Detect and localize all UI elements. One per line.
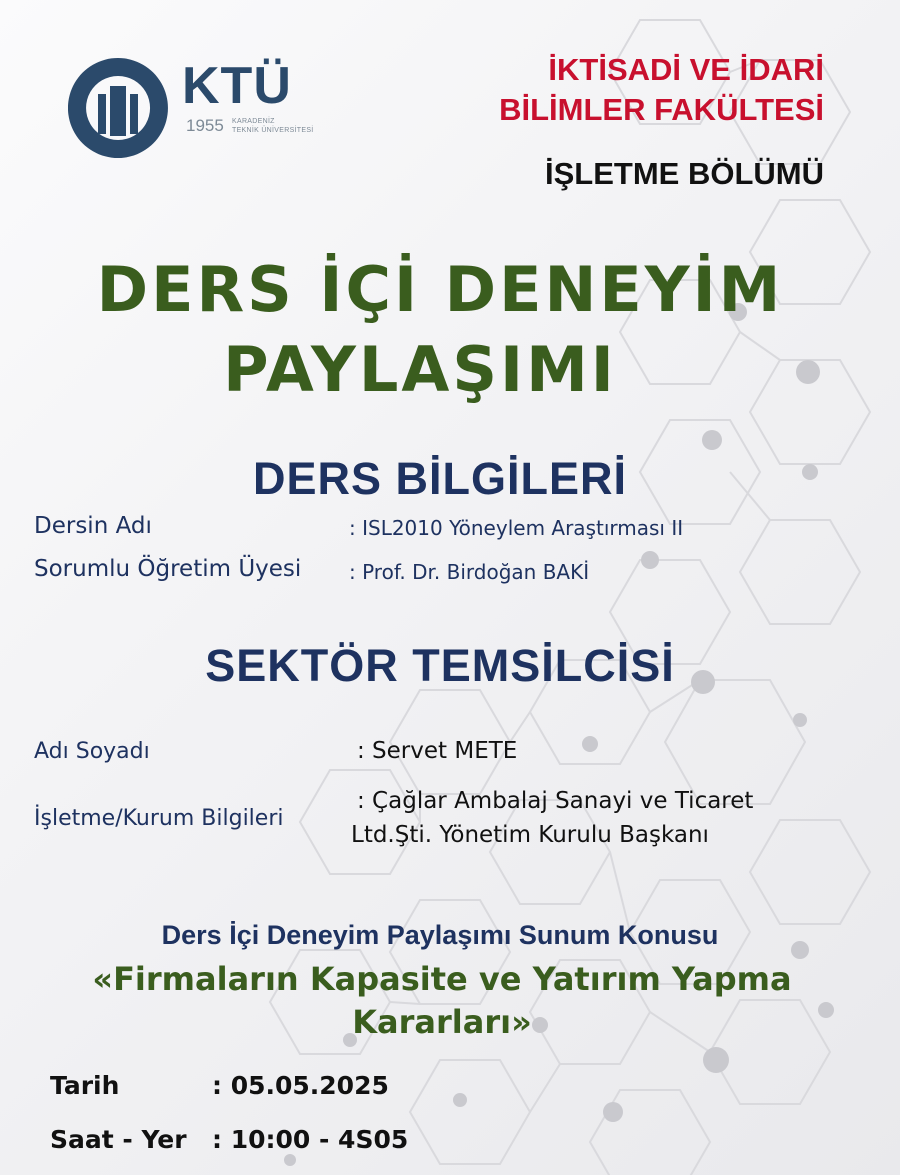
main-title: PAYLAŞIMI <box>223 333 617 406</box>
logo-subtitle: KARADENİZ <box>232 118 275 125</box>
logo-year: 1955 <box>186 116 224 135</box>
department-name: İŞLETME BÖLÜMÜ <box>545 156 824 191</box>
course-name-value: : ISL2010 Yöneylem Araştırması II <box>349 516 684 540</box>
date-label: Tarih <box>50 1071 120 1100</box>
company-info-value: : Çağlar Ambalaj Sanayi ve Ticaret <box>357 788 754 814</box>
course-info-heading: DERS BİLGİLERİ <box>252 453 628 504</box>
main-title: DERS İÇİ DENEYİM <box>96 253 784 326</box>
logo-wordmark: KTÜ <box>182 57 292 115</box>
time-location-label: Saat - Yer <box>50 1125 187 1154</box>
date-value: : 05.05.2025 <box>212 1071 389 1100</box>
time-location-value: : 10:00 - 4S05 <box>212 1125 409 1154</box>
presentation-topic-title: Kararları» <box>352 1003 532 1041</box>
logo-subtitle: TEKNİK ÜNİVERSİTESİ <box>232 127 314 134</box>
course-name-label: Dersin Adı <box>34 513 152 539</box>
instructor-value: : Prof. Dr. Birdoğan BAKİ <box>349 560 590 584</box>
instructor-label: Sorumlu Öğretim Üyesi <box>34 556 302 582</box>
faculty-name: İKTİSADİ VE İDARİ <box>548 52 824 87</box>
representative-name-value: : Servet METE <box>357 738 518 764</box>
representative-name-label: Adı Soyadı <box>34 739 150 764</box>
sector-representative-heading: SEKTÖR TEMSİLCİSİ <box>205 640 675 691</box>
presentation-topic-heading: Ders İçi Deneyim Paylaşımı Sunum Konusu <box>161 920 719 950</box>
company-info-label: İşletme/Kurum Bilgileri <box>34 806 284 831</box>
presentation-topic-title: «Firmaların Kapasite ve Yatırım Yapma <box>92 960 792 998</box>
faculty-name: BİLİMLER FAKÜLTESİ <box>499 92 824 127</box>
company-info-value: Ltd.Şti. Yönetim Kurulu Başkanı <box>351 822 709 848</box>
